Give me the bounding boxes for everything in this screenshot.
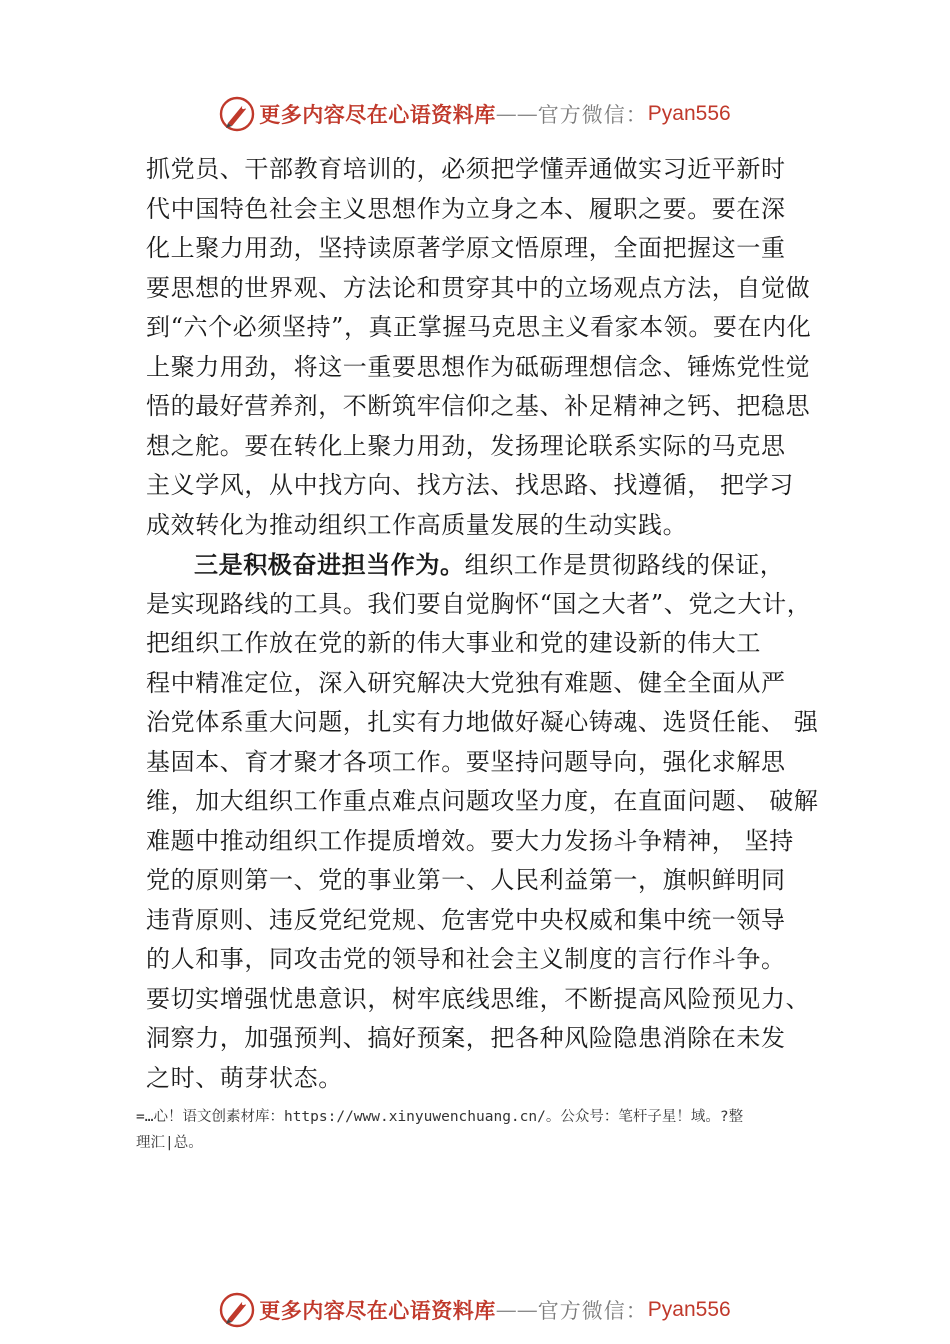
text-line: 抓党员、干部教育培训的，必须把学懂弄通做实习近平新时	[146, 155, 786, 183]
text-line: 违背原则、违反党纪党规、危害党中央权威和集中统一领导	[146, 905, 786, 934]
text-line: 治党体系重大问题，扎实有力地做好凝心铸魂、选贤任能、 强	[146, 708, 819, 736]
header-banner	[0, 92, 950, 136]
banner-brand: 更多内容尽在心语资料库	[259, 102, 496, 127]
banner-wechat-label: 官方微信：	[537, 103, 648, 127]
banner-wechat-id: Pyan556	[647, 1298, 731, 1321]
banner-brand: 更多内容尽在心语资料库	[259, 1298, 496, 1323]
text-line: 的人和事，同攻击党的领导和社会主义制度的言行作斗争。	[146, 945, 786, 973]
text-line: 基固本、育才聚才各项工作。要坚持问题导向，强化求解思	[146, 747, 786, 776]
text-line: 上聚力用劲，将这一重要思想作为砥砺理想信念、锤炼党性觉	[146, 352, 811, 381]
footnote-line: =…心！语文创素材库：https://www.xinyuwenchuang.cn/。公众号：笔杆子星！域。?整	[136, 1109, 744, 1125]
paragraph-1	[146, 150, 822, 545]
text-line: 到“六个必须坚持”，真正掌握马克思主义看家本领。要在内化	[146, 313, 812, 341]
footer-banner	[0, 1288, 950, 1332]
document-body	[146, 150, 822, 1098]
source-footnote	[136, 1104, 826, 1156]
banner-wechat-label: 官方微信：	[537, 1299, 648, 1323]
text-line: 把组织工作放在党的新的伟大事业和党的建设新的伟大工	[146, 629, 761, 657]
text-line: 主义学风，从中找方向、找方法、找思路、找遵循， 把学习	[146, 471, 794, 499]
text-line: 洞察力，加强预判、搞好预案，把各种风险隐患消除在未发	[146, 1024, 786, 1052]
text-line: 要思想的世界观、方法论和贯穿其中的立场观点方法，自觉做	[146, 273, 811, 302]
text-line: 是实现路线的工具。我们要自觉胸怀“国之大者”、党之大计，	[146, 589, 812, 618]
banner-wechat-id: Pyan556	[647, 102, 731, 125]
footnote-line: 理汇|总。	[136, 1135, 203, 1151]
text-line: 成效转化为推动组织工作高质量发展的生动实践。	[146, 510, 688, 539]
paragraph-first-line	[146, 545, 822, 585]
text-line: 化上聚力用劲，坚持读原著学原文悟原理，全面把握这一重	[146, 234, 786, 262]
text-line: 难题中推动组织工作提质增效。要大力发扬斗争精神， 坚持	[146, 826, 794, 855]
pen-logo-icon	[219, 96, 255, 132]
pen-logo-icon	[219, 1292, 255, 1328]
text-line: 维，加大组织工作重点难点问题攻坚力度，在直面问题、 破解	[146, 787, 819, 815]
banner-separator: ——	[495, 102, 538, 126]
text-line: 想之舵。要在转化上聚力用劲，发扬理论联系实际的马克思	[146, 431, 786, 460]
text-line: 党的原则第一、党的事业第一、人民利益第一，旗帜鲜明同	[146, 866, 786, 894]
text-line: 代中国特色社会主义思想作为立身之本、履职之要。要在深	[146, 194, 786, 223]
text-line: 悟的最好营养剂，不断筑牢信仰之基、补足精神之钙、把稳思	[146, 392, 811, 420]
text-line: 要切实增强忧患意识，树牢底线思维，不断提高风险预见力、	[146, 984, 811, 1013]
paragraph-heading: 三是积极奋进担当作为。	[194, 550, 465, 579]
text-line: 之时、萌芽状态。	[146, 1063, 343, 1092]
paragraph-2	[146, 545, 822, 1098]
text-line: 程中精准定位，深入研究解决大党独有难题、健全全面从严	[146, 668, 786, 697]
text-span: 组织工作是贯彻路线的保证，	[464, 551, 785, 579]
banner-separator: ——	[495, 1298, 538, 1322]
